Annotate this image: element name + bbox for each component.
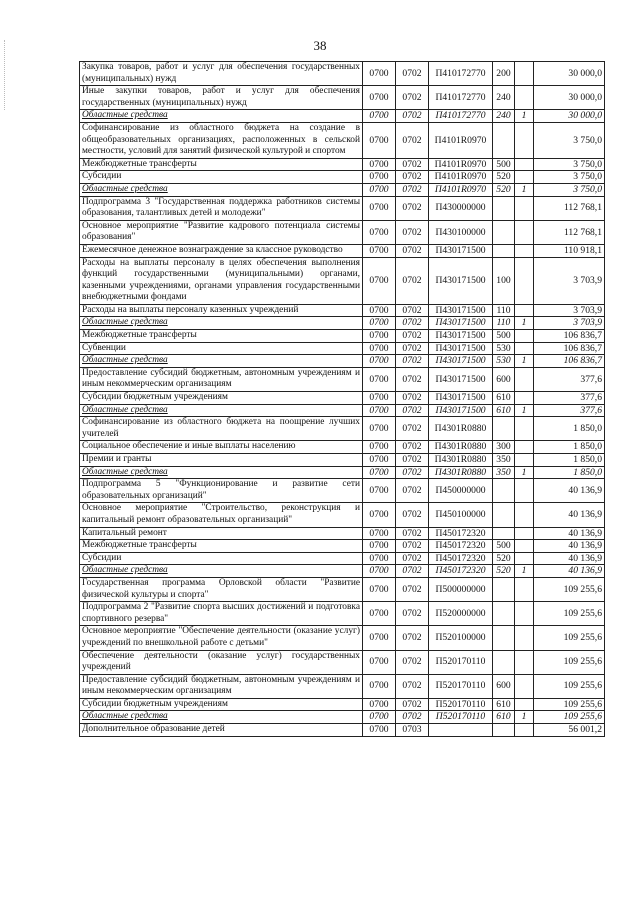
expense-type-cell: 110 (493, 317, 515, 330)
funding-source-cell: 1 (515, 404, 534, 417)
subsection-code-cell: 0702 (396, 602, 429, 626)
expense-type-cell (493, 479, 515, 503)
amount-cell: 109 255,6 (534, 602, 605, 626)
subsection-code-cell: 0702 (396, 503, 429, 527)
funding-source-cell (515, 244, 534, 257)
row-name-cell: Расходы на выплаты персоналу в целях обеспечения выполнения функций государственными (муниципальными) органами, казенными учреждениями, органами управления государственными внебюджетными фондами (80, 257, 363, 304)
target-article-cell: П430171500 (429, 404, 493, 417)
section-code-cell: 0700 (363, 330, 396, 343)
subsection-code-cell: 0702 (396, 342, 429, 355)
row-name-cell: Областные средства (80, 355, 363, 368)
funding-source-cell (515, 417, 534, 441)
section-code-cell: 0700 (363, 404, 396, 417)
row-name-cell: Дополнительное образование детей (80, 724, 363, 737)
amount-cell: 109 255,6 (534, 674, 605, 698)
funding-source-cell (515, 62, 534, 86)
row-name-cell: Основное мероприятие "Строительство, реконструкция и капитальный ремонт образовательных организаций" (80, 503, 363, 527)
target-article-cell: П430171500 (429, 367, 493, 391)
table-row (80, 602, 605, 626)
funding-source-cell (515, 626, 534, 650)
budget-table (79, 61, 605, 737)
amount-cell: 40 136,9 (534, 552, 605, 565)
row-name-cell: Подпрограмма 2 "Развитие спорта высших достижений и подготовка спортивного резерва" (80, 602, 363, 626)
table-row (80, 330, 605, 343)
target-article-cell: П4101R0970 (429, 183, 493, 196)
table-row (80, 724, 605, 737)
row-name-cell: Предоставление субсидий бюджетным, автономным учреждениям и иным некоммерческим организациям (80, 367, 363, 391)
table-row-oblast-funds (80, 404, 605, 417)
target-article-cell: П450172320 (429, 565, 493, 578)
table-row (80, 454, 605, 467)
section-code-cell: 0700 (363, 367, 396, 391)
row-name-cell: Социальное обеспечение и иные выплаты населению (80, 441, 363, 454)
expense-type-cell: 350 (493, 454, 515, 467)
table-row (80, 244, 605, 257)
row-name-cell: Межбюджетные трансферты (80, 330, 363, 343)
table-row (80, 304, 605, 317)
row-name-cell: Областные средства (80, 466, 363, 479)
amount-cell: 3 750,0 (534, 171, 605, 184)
section-code-cell: 0700 (363, 454, 396, 467)
target-article-cell: П4301R0880 (429, 466, 493, 479)
target-article-cell: П4301R0880 (429, 454, 493, 467)
section-code-cell: 0700 (363, 565, 396, 578)
expense-type-cell: 110 (493, 304, 515, 317)
subsection-code-cell: 0702 (396, 196, 429, 220)
funding-source-cell: 1 (515, 110, 534, 123)
subsection-code-cell: 0702 (396, 330, 429, 343)
section-code-cell: 0700 (363, 220, 396, 244)
table-row-oblast-funds (80, 317, 605, 330)
subsection-code-cell: 0702 (396, 454, 429, 467)
table-row (80, 220, 605, 244)
target-article-cell: П520170110 (429, 650, 493, 674)
expense-type-cell (493, 626, 515, 650)
subsection-code-cell: 0702 (396, 650, 429, 674)
row-name-cell: Софинансирование из областного бюджета на создание в общеобразовательных организациях, расположенных в сельской местности, условий для занятий физической культурой и спортом (80, 122, 363, 158)
row-name-cell: Ежемесячное денежное вознаграждение за классное руководство (80, 244, 363, 257)
funding-source-cell (515, 552, 534, 565)
expense-type-cell (493, 220, 515, 244)
table-row (80, 577, 605, 601)
funding-source-cell (515, 503, 534, 527)
funding-source-cell: 1 (515, 711, 534, 724)
expense-type-cell: 600 (493, 674, 515, 698)
target-article-cell: П430171500 (429, 330, 493, 343)
table-row-oblast-funds (80, 466, 605, 479)
amount-cell: 3 750,0 (534, 158, 605, 171)
amount-cell: 106 836,7 (534, 330, 605, 343)
table-row (80, 196, 605, 220)
amount-cell: 56 001,2 (534, 724, 605, 737)
section-code-cell: 0700 (363, 158, 396, 171)
row-name-cell: Областные средства (80, 404, 363, 417)
subsection-code-cell: 0702 (396, 552, 429, 565)
row-name-cell: Областные средства (80, 317, 363, 330)
expense-type-cell: 520 (493, 565, 515, 578)
table-row (80, 674, 605, 698)
subsection-code-cell: 0702 (396, 122, 429, 158)
subsection-code-cell: 0702 (396, 220, 429, 244)
subsection-code-cell: 0702 (396, 367, 429, 391)
funding-source-cell (515, 602, 534, 626)
expense-type-cell (493, 602, 515, 626)
amount-cell: 109 255,6 (534, 626, 605, 650)
expense-type-cell: 200 (493, 62, 515, 86)
row-name-cell: Капитальный ремонт (80, 527, 363, 540)
amount-cell: 377,6 (534, 367, 605, 391)
section-code-cell: 0700 (363, 602, 396, 626)
section-code-cell: 0700 (363, 711, 396, 724)
row-name-cell: Областные средства (80, 711, 363, 724)
target-article-cell: П520100000 (429, 626, 493, 650)
expense-type-cell: 240 (493, 86, 515, 110)
subsection-code-cell: 0702 (396, 540, 429, 553)
table-row-oblast-funds (80, 711, 605, 724)
amount-cell: 112 768,1 (534, 196, 605, 220)
amount-cell: 30 000,0 (534, 62, 605, 86)
amount-cell: 3 750,0 (534, 122, 605, 158)
target-article-cell (429, 724, 493, 737)
funding-source-cell (515, 304, 534, 317)
row-name-cell: Субсидии (80, 171, 363, 184)
target-article-cell: П450172320 (429, 552, 493, 565)
row-name-cell: Субсидии бюджетным учреждениям (80, 392, 363, 405)
table-row (80, 122, 605, 158)
row-name-cell: Основное мероприятие "Обеспечение деятельности (оказание услуг) учреждений по внешкольной работе с детьми" (80, 626, 363, 650)
subsection-code-cell: 0702 (396, 674, 429, 698)
funding-source-cell: 1 (515, 317, 534, 330)
expense-type-cell: 520 (493, 552, 515, 565)
target-article-cell: П430171500 (429, 317, 493, 330)
funding-source-cell (515, 367, 534, 391)
budget-table-body (80, 62, 605, 737)
section-code-cell: 0700 (363, 304, 396, 317)
target-article-cell: П430100000 (429, 220, 493, 244)
expense-type-cell (493, 503, 515, 527)
section-code-cell: 0700 (363, 527, 396, 540)
table-row (80, 158, 605, 171)
expense-type-cell: 600 (493, 367, 515, 391)
section-code-cell: 0700 (363, 441, 396, 454)
section-code-cell: 0700 (363, 479, 396, 503)
target-article-cell: П430171500 (429, 304, 493, 317)
table-row (80, 552, 605, 565)
subsection-code-cell: 0702 (396, 698, 429, 711)
expense-type-cell: 500 (493, 158, 515, 171)
table-row (80, 626, 605, 650)
section-code-cell: 0700 (363, 62, 396, 86)
amount-cell: 40 136,9 (534, 503, 605, 527)
table-row (80, 479, 605, 503)
funding-source-cell (515, 674, 534, 698)
section-code-cell: 0700 (363, 626, 396, 650)
amount-cell: 40 136,9 (534, 527, 605, 540)
funding-source-cell (515, 330, 534, 343)
expense-type-cell (493, 196, 515, 220)
funding-source-cell (515, 540, 534, 553)
expense-type-cell: 350 (493, 466, 515, 479)
table-row (80, 540, 605, 553)
amount-cell: 30 000,0 (534, 110, 605, 123)
expense-type-cell (493, 577, 515, 601)
funding-source-cell (515, 650, 534, 674)
target-article-cell: П430000000 (429, 196, 493, 220)
amount-cell: 106 836,7 (534, 355, 605, 368)
table-row (80, 503, 605, 527)
subsection-code-cell: 0702 (396, 441, 429, 454)
table-row-oblast-funds (80, 355, 605, 368)
funding-source-cell (515, 122, 534, 158)
target-article-cell: П520170110 (429, 711, 493, 724)
expense-type-cell: 500 (493, 330, 515, 343)
target-article-cell: П430171500 (429, 392, 493, 405)
expense-type-cell: 610 (493, 404, 515, 417)
funding-source-cell (515, 171, 534, 184)
expense-type-cell: 610 (493, 698, 515, 711)
target-article-cell: П450172320 (429, 527, 493, 540)
subsection-code-cell: 0702 (396, 171, 429, 184)
amount-cell: 109 255,6 (534, 698, 605, 711)
row-name-cell: Субсидии (80, 552, 363, 565)
amount-cell: 40 136,9 (534, 565, 605, 578)
row-name-cell: Софинансирование из областного бюджета на поощрение лучших учителей (80, 417, 363, 441)
table-row (80, 257, 605, 304)
expense-type-cell: 530 (493, 355, 515, 368)
subsection-code-cell: 0702 (396, 183, 429, 196)
target-article-cell: П450000000 (429, 479, 493, 503)
expense-type-cell (493, 724, 515, 737)
target-article-cell: П4101R0970 (429, 158, 493, 171)
subsection-code-cell: 0702 (396, 110, 429, 123)
table-row (80, 342, 605, 355)
amount-cell: 1 850,0 (534, 417, 605, 441)
expense-type-cell: 500 (493, 540, 515, 553)
subsection-code-cell: 0702 (396, 392, 429, 405)
subsection-code-cell: 0702 (396, 711, 429, 724)
expense-type-cell: 300 (493, 441, 515, 454)
amount-cell: 109 255,6 (534, 711, 605, 724)
target-article-cell: П430171500 (429, 257, 493, 304)
row-name-cell: Областные средства (80, 565, 363, 578)
row-name-cell: Иные закупки товаров, работ и услуг для обеспечения государственных (муниципальных) нужд (80, 86, 363, 110)
row-name-cell: Подпрограмма 3 "Государственная поддержка работников системы образования, талантливых детей и молодежи" (80, 196, 363, 220)
section-code-cell: 0700 (363, 342, 396, 355)
target-article-cell: П410172770 (429, 86, 493, 110)
section-code-cell: 0700 (363, 724, 396, 737)
target-article-cell: П430171500 (429, 244, 493, 257)
subsection-code-cell: 0702 (396, 565, 429, 578)
expense-type-cell (493, 650, 515, 674)
row-name-cell: Межбюджетные трансферты (80, 540, 363, 553)
funding-source-cell (515, 724, 534, 737)
table-row (80, 441, 605, 454)
table-row (80, 367, 605, 391)
funding-source-cell (515, 392, 534, 405)
funding-source-cell (515, 196, 534, 220)
expense-type-cell: 610 (493, 711, 515, 724)
table-row-oblast-funds (80, 565, 605, 578)
row-name-cell: Закупка товаров, работ и услуг для обеспечения государственных (муниципальных) нужд (80, 62, 363, 86)
target-article-cell: П500000000 (429, 577, 493, 601)
section-code-cell: 0700 (363, 110, 396, 123)
section-code-cell: 0700 (363, 650, 396, 674)
funding-source-cell: 1 (515, 565, 534, 578)
table-row (80, 698, 605, 711)
target-article-cell: П520170110 (429, 698, 493, 711)
row-name-cell: Премии и гранты (80, 454, 363, 467)
target-article-cell: П410172770 (429, 110, 493, 123)
funding-source-cell (515, 698, 534, 711)
amount-cell: 109 255,6 (534, 577, 605, 601)
section-code-cell: 0700 (363, 674, 396, 698)
row-name-cell: Предоставление субсидий бюджетным, автономным учреждениям и иным некоммерческим организациям (80, 674, 363, 698)
funding-source-cell (515, 454, 534, 467)
expense-type-cell: 530 (493, 342, 515, 355)
target-article-cell: П4101R0970 (429, 122, 493, 158)
section-code-cell: 0700 (363, 698, 396, 711)
expense-type-cell: 100 (493, 257, 515, 304)
funding-source-cell (515, 158, 534, 171)
amount-cell: 106 836,7 (534, 342, 605, 355)
section-code-cell: 0700 (363, 257, 396, 304)
row-name-cell: Областные средства (80, 183, 363, 196)
funding-source-cell (515, 86, 534, 110)
section-code-cell: 0700 (363, 122, 396, 158)
subsection-code-cell: 0702 (396, 86, 429, 110)
amount-cell: 1 850,0 (534, 466, 605, 479)
target-article-cell: П430171500 (429, 355, 493, 368)
target-article-cell: П4101R0970 (429, 171, 493, 184)
subsection-code-cell: 0702 (396, 466, 429, 479)
section-code-cell: 0700 (363, 355, 396, 368)
table-row-oblast-funds (80, 110, 605, 123)
target-article-cell: П520170110 (429, 674, 493, 698)
subsection-code-cell: 0702 (396, 479, 429, 503)
subsection-code-cell: 0702 (396, 404, 429, 417)
section-code-cell: 0700 (363, 540, 396, 553)
target-article-cell: П410172770 (429, 62, 493, 86)
row-name-cell: Субсидии бюджетным учреждениям (80, 698, 363, 711)
target-article-cell: П520000000 (429, 602, 493, 626)
expense-type-cell: 610 (493, 392, 515, 405)
expense-type-cell (493, 122, 515, 158)
row-name-cell: Основное мероприятие "Развитие кадрового потенциала системы образования" (80, 220, 363, 244)
section-code-cell: 0700 (363, 417, 396, 441)
expense-type-cell (493, 244, 515, 257)
table-row-oblast-funds (80, 183, 605, 196)
amount-cell: 377,6 (534, 392, 605, 405)
row-name-cell: Обеспечение деятельности (оказание услуг) государственных учреждений (80, 650, 363, 674)
table-row (80, 171, 605, 184)
funding-source-cell: 1 (515, 183, 534, 196)
funding-source-cell: 1 (515, 355, 534, 368)
subsection-code-cell: 0702 (396, 62, 429, 86)
amount-cell: 3 703,9 (534, 304, 605, 317)
row-name-cell: Субвенции (80, 342, 363, 355)
subsection-code-cell: 0702 (396, 626, 429, 650)
subsection-code-cell: 0702 (396, 317, 429, 330)
funding-source-cell: 1 (515, 466, 534, 479)
amount-cell: 40 136,9 (534, 479, 605, 503)
subsection-code-cell: 0702 (396, 417, 429, 441)
table-row (80, 417, 605, 441)
target-article-cell: П4301R0880 (429, 417, 493, 441)
amount-cell: 112 768,1 (534, 220, 605, 244)
amount-cell: 3 703,9 (534, 257, 605, 304)
amount-cell: 30 000,0 (534, 86, 605, 110)
amount-cell: 1 850,0 (534, 441, 605, 454)
target-article-cell: П4301R0880 (429, 441, 493, 454)
section-code-cell: 0700 (363, 196, 396, 220)
funding-source-cell (515, 342, 534, 355)
row-name-cell: Расходы на выплаты персоналу казенных учреждений (80, 304, 363, 317)
row-name-cell: Государственная программа Орловской области "Развитие физической культуры и спорта" (80, 577, 363, 601)
target-article-cell: П450172320 (429, 540, 493, 553)
funding-source-cell (515, 441, 534, 454)
section-code-cell: 0700 (363, 466, 396, 479)
subsection-code-cell: 0702 (396, 355, 429, 368)
target-article-cell: П450100000 (429, 503, 493, 527)
section-code-cell: 0700 (363, 392, 396, 405)
amount-cell: 110 918,1 (534, 244, 605, 257)
amount-cell: 1 850,0 (534, 454, 605, 467)
subsection-code-cell: 0702 (396, 577, 429, 601)
subsection-code-cell: 0702 (396, 158, 429, 171)
row-name-cell: Областные средства (80, 110, 363, 123)
funding-source-cell (515, 527, 534, 540)
amount-cell: 109 255,6 (534, 650, 605, 674)
subsection-code-cell: 0702 (396, 257, 429, 304)
subsection-code-cell: 0702 (396, 244, 429, 257)
section-code-cell: 0700 (363, 171, 396, 184)
section-code-cell: 0700 (363, 86, 396, 110)
amount-cell: 3 750,0 (534, 183, 605, 196)
row-name-cell: Межбюджетные трансферты (80, 158, 363, 171)
section-code-cell: 0700 (363, 577, 396, 601)
section-code-cell: 0700 (363, 183, 396, 196)
subsection-code-cell: 0702 (396, 304, 429, 317)
amount-cell: 40 136,9 (534, 540, 605, 553)
funding-source-cell (515, 257, 534, 304)
page-number: 38 (313, 38, 327, 53)
funding-source-cell (515, 220, 534, 244)
table-row (80, 392, 605, 405)
expense-type-cell (493, 417, 515, 441)
amount-cell: 377,6 (534, 404, 605, 417)
table-row (80, 86, 605, 110)
section-code-cell: 0700 (363, 244, 396, 257)
section-code-cell: 0700 (363, 503, 396, 527)
section-code-cell: 0700 (363, 552, 396, 565)
section-code-cell: 0700 (363, 317, 396, 330)
expense-type-cell: 240 (493, 110, 515, 123)
expense-type-cell: 520 (493, 183, 515, 196)
funding-source-cell (515, 577, 534, 601)
target-article-cell: П430171500 (429, 342, 493, 355)
amount-cell: 3 703,9 (534, 317, 605, 330)
table-row (80, 527, 605, 540)
table-row (80, 650, 605, 674)
expense-type-cell (493, 527, 515, 540)
funding-source-cell (515, 479, 534, 503)
subsection-code-cell: 0703 (396, 724, 429, 737)
table-row (80, 62, 605, 86)
subsection-code-cell: 0702 (396, 527, 429, 540)
expense-type-cell: 520 (493, 171, 515, 184)
row-name-cell: Подпрограмма 5 "Функционирование и развитие сети образовательных организаций" (80, 479, 363, 503)
